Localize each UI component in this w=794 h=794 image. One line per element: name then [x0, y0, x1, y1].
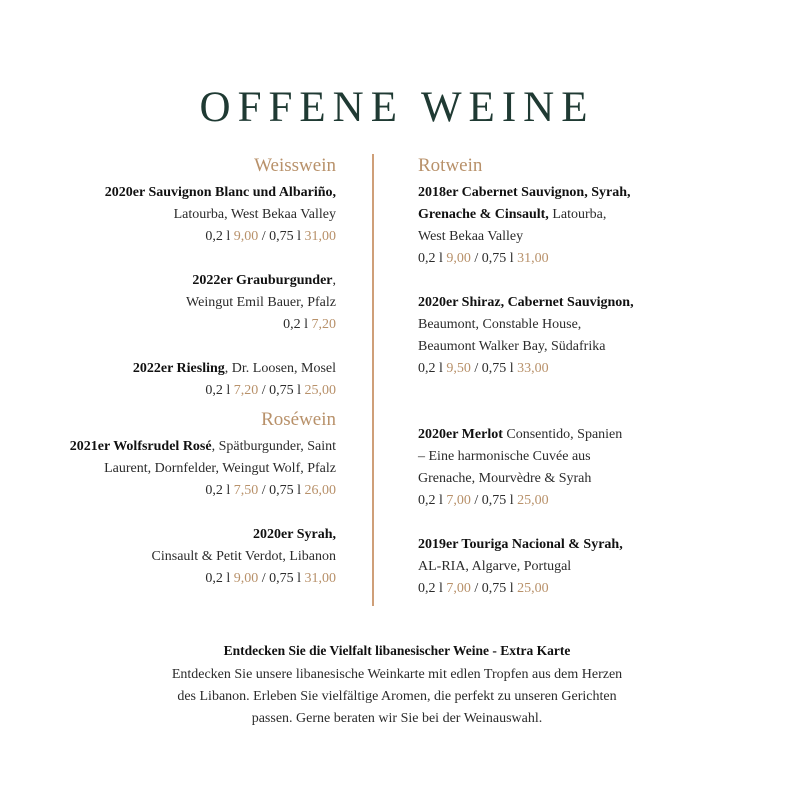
wine-item-merlot-consentido [418, 424, 758, 512]
price-line [16, 480, 336, 502]
size-label: / 0,75 l [470, 581, 518, 596]
wine-origin: AL-RIA, Algarve, Portugal [418, 559, 572, 574]
wine-name: 2022er Grauburgunder [192, 273, 333, 288]
price-large: 31,00 [304, 229, 336, 244]
wine-name: 2018er Cabernet Sauvignon, Syrah, [418, 185, 631, 200]
wine-origin: Beaumont Walker Bay, Südafrika [418, 339, 606, 354]
price-small: 7,20 [233, 383, 259, 398]
size-label: 0,2 l [205, 571, 234, 586]
price-large: 31,00 [517, 251, 549, 266]
wine-description: – Eine harmonische Cuvée aus [418, 449, 591, 464]
wine-item-riesling [16, 358, 336, 402]
price-line [16, 226, 336, 248]
wine-item-cabernet-latourba [418, 182, 758, 270]
price-small: 9,00 [233, 229, 259, 244]
wine-item-wolfsrudel-rose [16, 436, 336, 502]
wine-origin: , Dr. Loosen, Mosel [224, 361, 336, 376]
size-label: / 0,75 l [470, 361, 518, 376]
section-heading-weisswein: Weisswein [254, 155, 336, 176]
footer-paragraph [100, 664, 694, 730]
footer-title: Entdecken Sie die Vielfalt libanesischer Weine - Extra Karte [223, 643, 571, 658]
wine-item-grauburgunder [16, 270, 336, 336]
wine-origin: Laurent, Dornfelder, Weingut Wolf, Pfalz [104, 461, 336, 476]
price-small: 7,00 [446, 581, 471, 596]
price-large: 25,00 [304, 383, 336, 398]
wine-item-touriga-nacional [418, 534, 758, 600]
price-line [16, 314, 336, 336]
size-label: 0,2 l [418, 251, 447, 266]
price-small: 9,00 [446, 251, 471, 266]
size-label: 0,2 l [418, 493, 447, 508]
wine-item-shiraz-beaumont [418, 292, 758, 380]
price-small: 9,50 [446, 361, 471, 376]
price-large: 25,00 [517, 581, 549, 596]
wine-origin: West Bekaa Valley [418, 229, 524, 244]
price-large: 31,00 [304, 571, 336, 586]
wine-item-sauvignon-blanc [16, 182, 336, 248]
size-label: / 0,75 l [258, 383, 305, 398]
page-title: OFFENE WEINE [199, 84, 595, 131]
wine-origin: , Spätburgunder, Saint [211, 439, 336, 454]
size-label: 0,2 l [418, 361, 447, 376]
wine-name: 2020er Sauvignon Blanc und Albariño, [104, 185, 336, 200]
section-heading-rotwein: Rotwein [418, 155, 483, 176]
wine-origin: Latourba, [548, 207, 607, 222]
size-label: / 0,75 l [258, 229, 305, 244]
price-small: 7,20 [311, 317, 336, 332]
size-label: / 0,75 l [258, 483, 305, 498]
footer-line: des Libanon. Erleben Sie vielfältige Aromen, die perfekt zu unseren Gerichten [177, 689, 617, 704]
wine-name-comma: , [332, 273, 336, 288]
price-line [418, 358, 758, 380]
size-label: / 0,75 l [470, 251, 518, 266]
size-label: / 0,75 l [258, 571, 305, 586]
wine-name: 2021er Wolfsrudel Rosé [69, 439, 212, 454]
size-label: 0,2 l [205, 383, 234, 398]
price-large: 25,00 [517, 493, 549, 508]
price-small: 9,00 [233, 571, 259, 586]
section-heading-rosewein: Roséwein [261, 409, 336, 430]
wine-name: 2019er Touriga Nacional & Syrah, [418, 537, 623, 552]
wine-origin: Cinsault & Petit Verdot, Libanon [151, 549, 336, 564]
size-label: 0,2 l [205, 229, 234, 244]
wine-name: Grenache & Cinsault, [418, 207, 549, 222]
wine-name: 2020er Merlot [418, 427, 503, 442]
right-column [418, 154, 758, 600]
price-small: 7,50 [233, 483, 259, 498]
size-label: 0,2 l [205, 483, 234, 498]
price-small: 7,00 [446, 493, 471, 508]
wine-name: 2020er Syrah, [253, 527, 336, 542]
footer-line: passen. Gerne beraten wir Sie bei der Weinauswahl. [251, 711, 543, 726]
price-large: 26,00 [304, 483, 336, 498]
footer-line: Entdecken Sie unsere libanesische Weinkarte mit edlen Tropfen aus dem Herzen [171, 667, 623, 682]
size-label: 0,2 l [418, 581, 447, 596]
size-label: / 0,75 l [470, 493, 518, 508]
footer-note [100, 640, 694, 730]
wine-origin: Consentido, Spanien [502, 427, 623, 442]
price-line [16, 568, 336, 590]
column-divider [372, 154, 374, 606]
size-label: 0,2 l [283, 317, 312, 332]
price-line [16, 380, 336, 402]
wine-origin: Latourba, West Bekaa Valley [173, 207, 336, 222]
wine-description: Grenache, Mourvèdre & Syrah [418, 471, 592, 486]
price-line [418, 578, 758, 600]
wine-origin: Weingut Emil Bauer, Pfalz [186, 295, 336, 310]
wine-item-syrah-libanon [16, 524, 336, 590]
price-line [418, 490, 758, 512]
price-large: 33,00 [517, 361, 549, 376]
wine-name: 2020er Shiraz, Cabernet Sauvignon, [418, 295, 634, 310]
wine-origin: Beaumont, Constable House, [418, 317, 582, 332]
price-line [418, 248, 758, 270]
left-column [16, 154, 336, 590]
wine-name: 2022er Riesling [132, 361, 225, 376]
